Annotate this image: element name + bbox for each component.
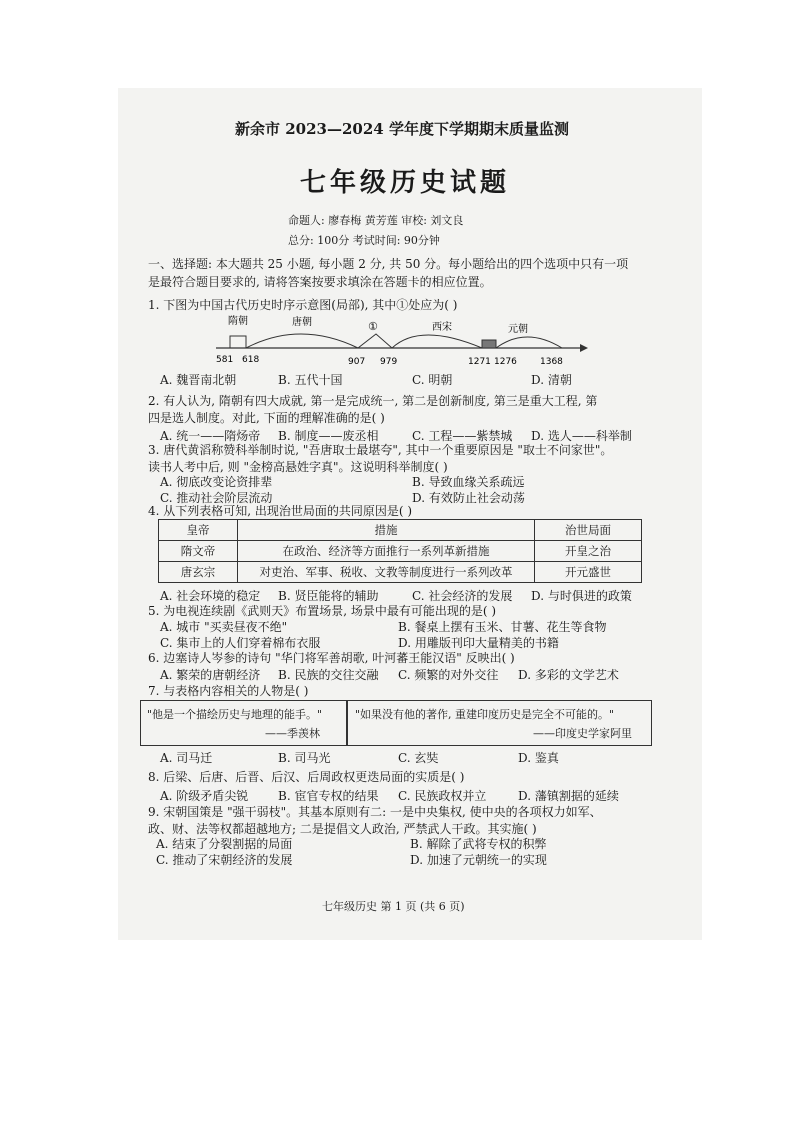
q6-option-a: A. 繁荣的唐朝经济 — [160, 668, 261, 682]
q1-option-d: D. 清朝 — [531, 373, 572, 387]
question-3-stem-2: 读书人考中后, 则 "金榜高悬姓字真"。这说明科举制度( ) — [148, 460, 448, 474]
q7-option-b: B. 司马光 — [278, 751, 331, 765]
year-1276: 1276 — [494, 357, 517, 367]
q2-option-d: D. 选人——科举制 — [531, 429, 632, 443]
q4-option-b: B. 贤臣能将的辅助 — [278, 589, 379, 603]
q4-cell-measures: 在政治、经济等方面推行一系列革新措施 — [238, 541, 535, 562]
q5-option-b: B. 餐桌上摆有玉米、甘薯、花生等食物 — [398, 620, 607, 634]
q7-option-a: A. 司马迁 — [160, 751, 213, 765]
q5-option-d: D. 用雕版刊印大量精美的书籍 — [398, 636, 559, 650]
label-sui: 隋朝 — [228, 316, 248, 327]
instructions-line-1: 一、选择题: 本大题共 25 小题, 每小题 2 分, 共 50 分。每小题给出的四个选项中只有一项 — [148, 257, 629, 271]
period-1 — [358, 334, 392, 348]
exam-score-time: 总分: 100分 考试时间: 90分钟 — [288, 234, 440, 247]
q9-option-b: B. 解除了武将专权的积弊 — [410, 837, 547, 851]
q1-option-a: A. 魏晋南北朝 — [160, 373, 237, 387]
q3-option-d: D. 有效防止社会动荡 — [412, 491, 525, 505]
q6-option-c: C. 频繁的对外交往 — [398, 668, 499, 682]
q4-header-emperor: 皇帝 — [159, 520, 238, 541]
question-6-stem: 6. 边塞诗人岑参的诗句 "华门将军善胡歌, 叶河蕃王能汉语" 反映出( ) — [148, 651, 515, 665]
q7-option-c: C. 玄奘 — [398, 751, 439, 765]
q8-option-c: C. 民族政权并立 — [398, 789, 487, 803]
q4-option-d: D. 与时俱进的政策 — [531, 589, 632, 603]
question-5-stem: 5. 为电视连续剧《武则天》布置场景, 场景中最有可能出现的是( ) — [148, 604, 497, 618]
q4-cell-emperor: 隋文帝 — [159, 541, 238, 562]
q7-left-quote-source: ——季羡林 — [265, 727, 320, 740]
exam-authors: 命题人: 廖春梅 黄芳莲 审校: 刘文良 — [288, 214, 464, 227]
question-1-stem: 1. 下图为中国古代历史时序示意图(局部), 其中①处应为( ) — [148, 298, 458, 312]
period-overlap — [482, 340, 496, 348]
instructions-line-2: 是最符合题目要求的, 请将答案按要求填涂在答题卡的相应位置。 — [148, 275, 492, 289]
q1-option-c: C. 明朝 — [412, 373, 453, 387]
table-row — [159, 541, 642, 562]
q3-option-a: A. 彻底改变论资排辈 — [160, 475, 273, 489]
q6-option-d: D. 多彩的文学艺术 — [518, 668, 619, 682]
q7-right-quote-source: ——印度史学家阿里 — [533, 727, 632, 740]
q5-option-a: A. 城市 "买卖昼夜不绝" — [160, 620, 288, 634]
q8-option-b: B. 宦官专权的结果 — [278, 789, 379, 803]
q2-option-b: B. 制度——废丞相 — [278, 429, 379, 443]
label-1: ① — [368, 320, 378, 333]
q4-cell-emperor: 唐玄宗 — [159, 562, 238, 583]
q9-option-c: C. 推动了宋朝经济的发展 — [156, 853, 293, 867]
label-yuan: 元朝 — [508, 324, 528, 335]
year-1368: 1368 — [540, 357, 563, 367]
q4-option-c: C. 社会经济的发展 — [412, 589, 513, 603]
q4-table — [158, 519, 642, 583]
year-1271: 1271 — [468, 357, 491, 367]
timeline-arrow — [580, 344, 588, 352]
period-tang — [246, 334, 358, 348]
question-4-stem: 4. 从下列表格可知, 出现治世局面的共同原因是( ) — [148, 504, 413, 518]
question-3-stem-1: 3. 唐代黄滔称赞科举制时说, "吾唐取士最堪夸", 其中一个重要原因是 "取士不问家世"。 — [148, 443, 613, 457]
q7-quote-left — [140, 700, 348, 746]
year-907: 907 — [348, 357, 366, 367]
label-song: 西宋 — [432, 322, 452, 333]
q7-option-d: D. 鉴真 — [518, 751, 559, 765]
timeline-diagram — [210, 312, 590, 368]
q5-option-c: C. 集市上的人们穿着棉布衣服 — [160, 636, 321, 650]
q1-option-b: B. 五代十国 — [278, 373, 343, 387]
exam-subject: 七年级历史试题 — [300, 168, 511, 198]
page-footer: 七年级历史 第 1 页 (共 6 页) — [322, 900, 465, 913]
question-8-stem: 8. 后梁、后唐、后晋、后汉、后周政权更迭局面的实质是( ) — [148, 770, 465, 784]
q4-header-era: 治世局面 — [535, 520, 642, 541]
q4-cell-era: 开元盛世 — [535, 562, 642, 583]
q9-option-d: D. 加速了元朝统一的实现 — [410, 853, 547, 867]
period-song — [392, 335, 482, 348]
q4-cell-measures: 对吏治、军事、税收、文教等制度进行一系列改革 — [238, 562, 535, 583]
q7-quote-right — [346, 700, 652, 746]
q2-option-a: A. 统一——隋炀帝 — [160, 429, 261, 443]
year-979: 979 — [380, 357, 398, 367]
label-tang: 唐朝 — [292, 317, 312, 328]
question-9-stem-2: 政、财、法等权都超越地方; 二是提倡文人政治, 严禁武人干政。其实施( ) — [148, 822, 537, 836]
question-7-stem: 7. 与表格内容相关的人物是( ) — [148, 684, 309, 698]
q7-right-quote-text: "如果没有他的著作, 重建印度历史是完全不可能的。" — [355, 708, 615, 721]
q6-option-b: B. 民族的交往交融 — [278, 668, 379, 682]
question-2-stem-2: 四是选人制度。对此, 下面的理解准确的是( ) — [148, 411, 385, 425]
q3-option-b: B. 导致血缘关系疏远 — [412, 475, 525, 489]
year-581: 581 — [216, 355, 234, 365]
q8-option-d: D. 藩镇割据的延续 — [518, 789, 619, 803]
q4-option-a: A. 社会环境的稳定 — [160, 589, 261, 603]
question-9-stem-1: 9. 宋朝国策是 "强干弱枝"。其基本原则有二: 一是中央集权, 使中央的各项权力如军、 — [148, 805, 602, 819]
q4-table-header-row — [159, 520, 642, 541]
q4-cell-era: 开皇之治 — [535, 541, 642, 562]
year-618: 618 — [242, 355, 260, 365]
q7-left-quote-text: "他是一个描绘历史与地理的能手。" — [147, 708, 323, 721]
q4-header-measures: 措施 — [238, 520, 535, 541]
period-sui — [230, 336, 246, 348]
exam-title: 新余市 2023—2024 学年度下学期期末质量监测 — [235, 120, 569, 138]
q3-option-c: C. 推动社会阶层流动 — [160, 491, 273, 505]
q9-option-a: A. 结束了分裂割据的局面 — [156, 837, 293, 851]
table-row — [159, 562, 642, 583]
q8-option-a: A. 阶级矛盾尖锐 — [160, 789, 249, 803]
period-yuan — [496, 337, 562, 348]
q2-option-c: C. 工程——紫禁城 — [412, 429, 513, 443]
question-2-stem-1: 2. 有人认为, 隋朝有四大成就, 第一是完成统一, 第二是创新制度, 第三是重大工程, 第 — [148, 394, 598, 408]
